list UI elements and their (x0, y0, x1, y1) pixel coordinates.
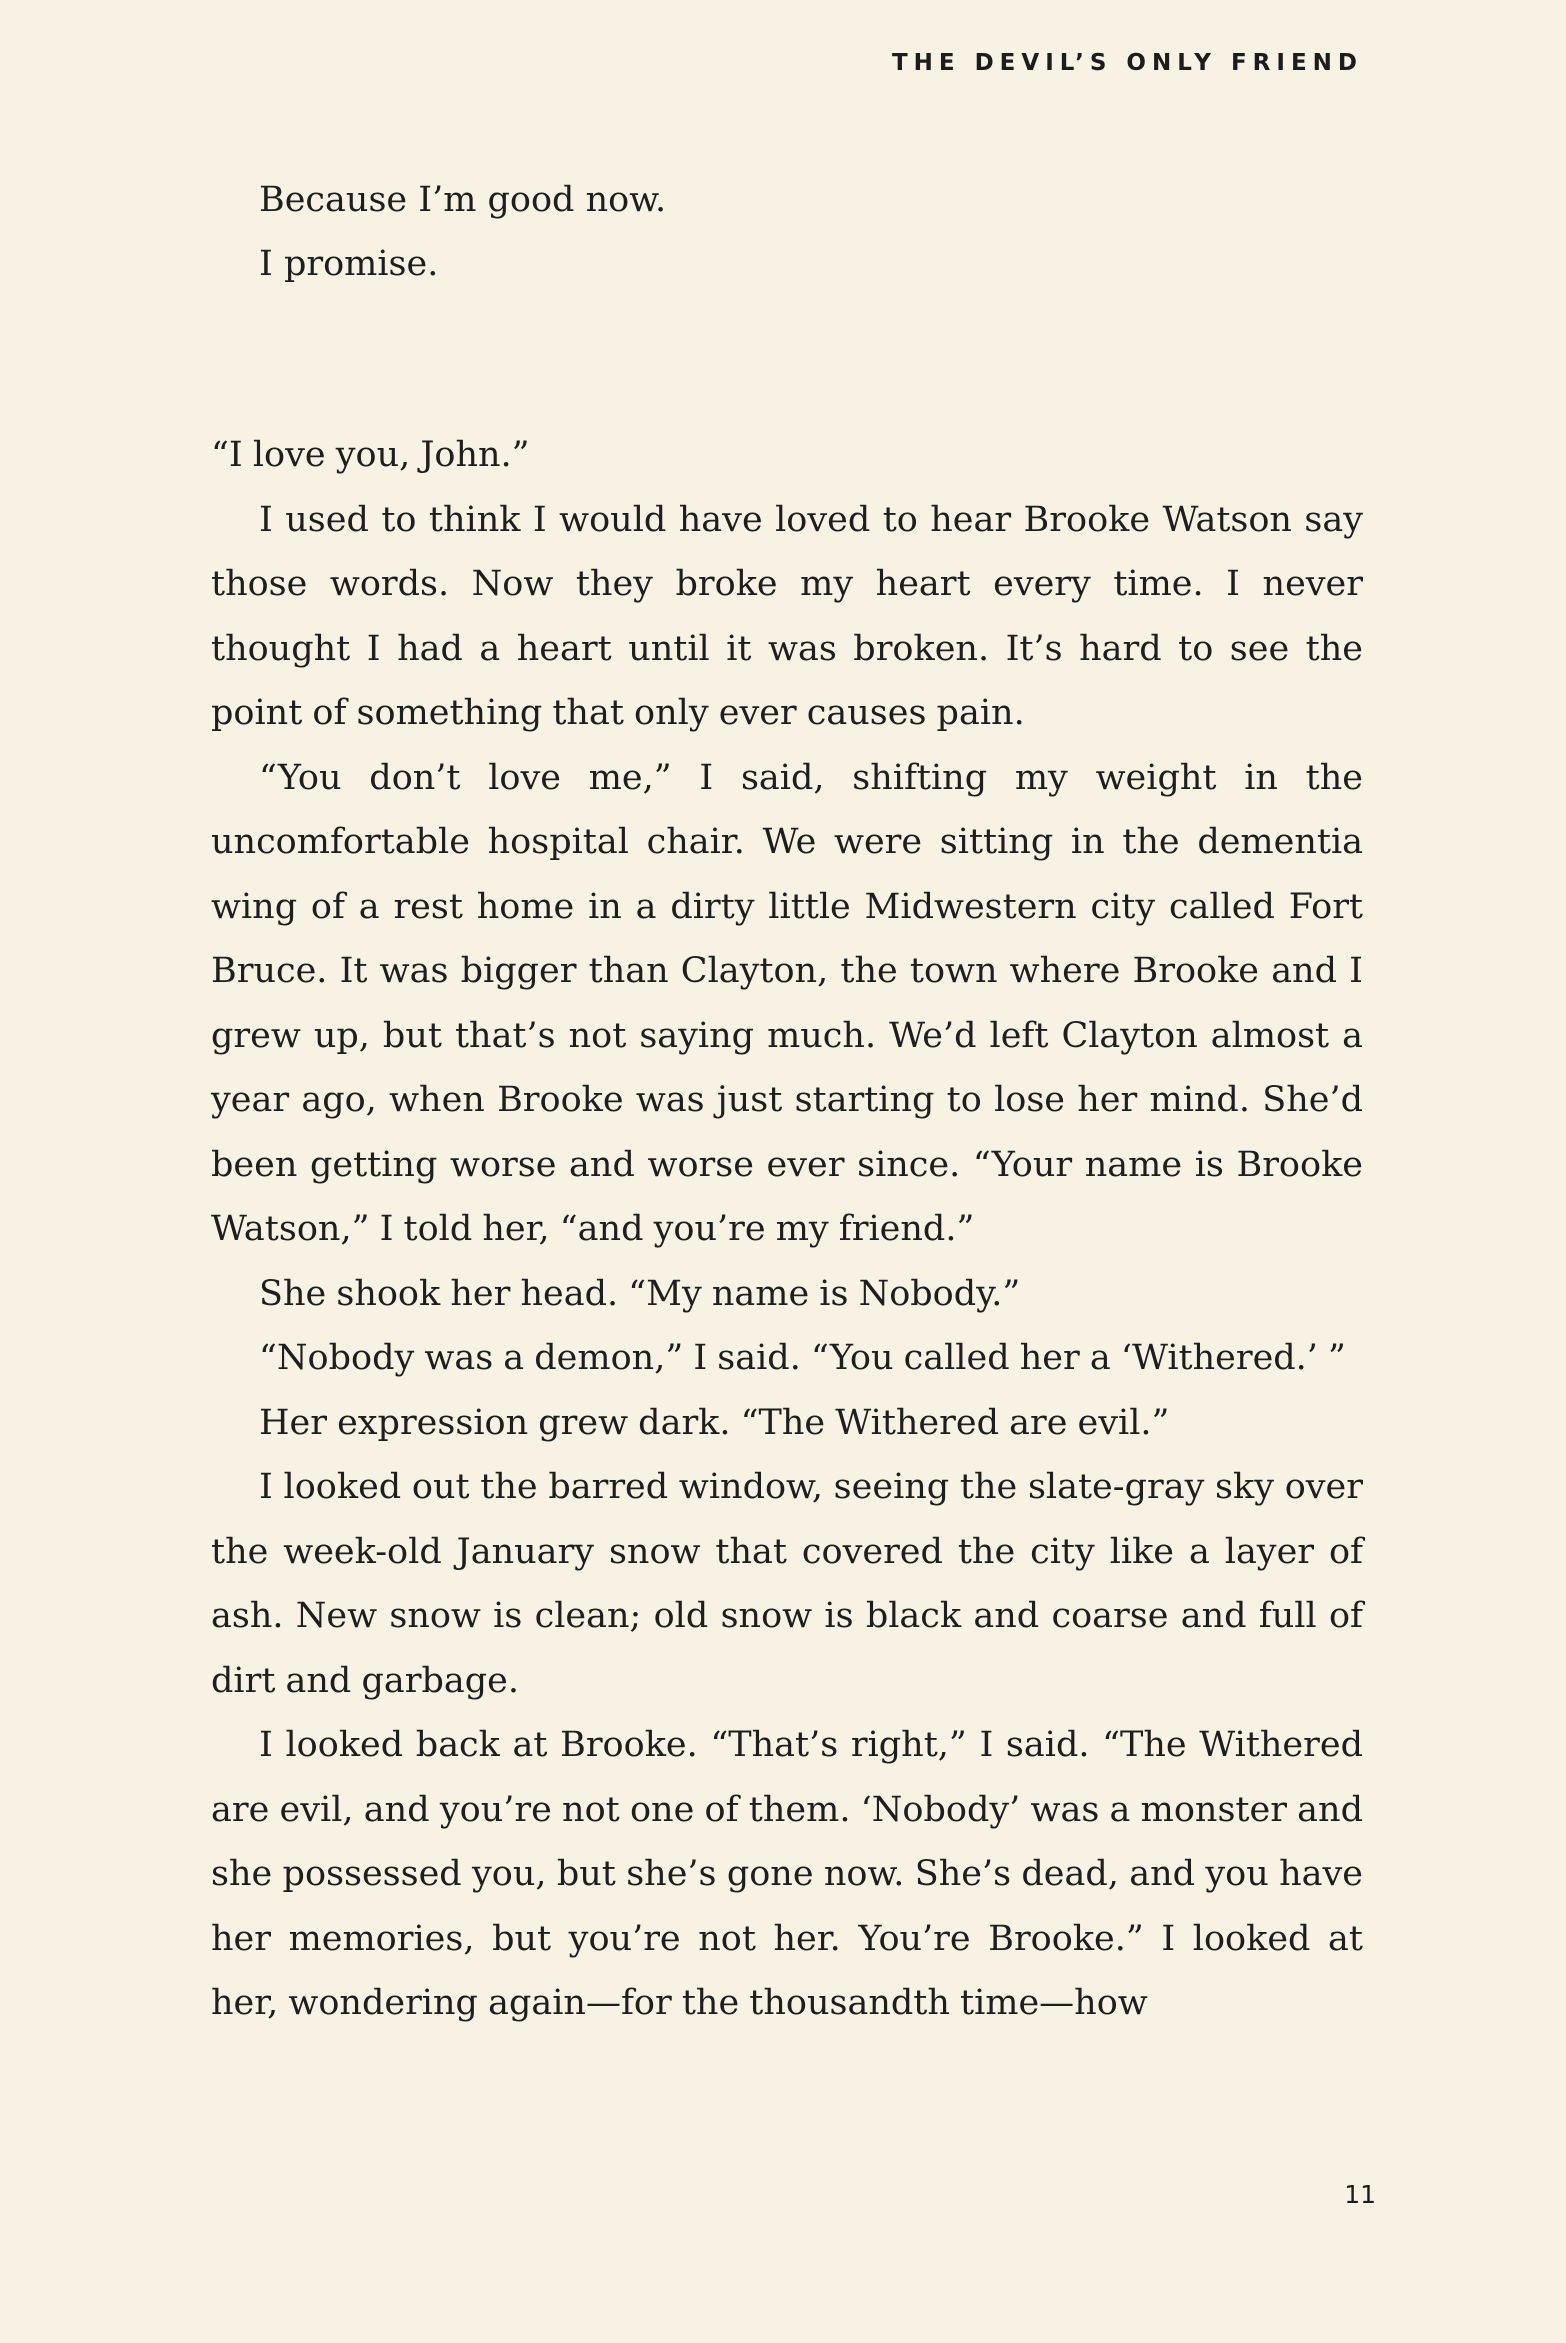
paragraph: “I love you, John.” (211, 435, 530, 475)
paragraph: I used to think I would have loved to hear Brooke Watson say those words. Now they broke my heart every time. I never thought I had a heart until it was broken. It’s hard to see the point of something that only ever causes pain. (211, 499, 1363, 733)
body-text (211, 423, 1363, 2036)
verse-line: Because I’m good now. (259, 180, 667, 220)
verse-line: I promise. (259, 244, 439, 284)
running-head: THE DEVIL’S ONLY FRIEND (891, 50, 1363, 76)
paragraph: “You don’t love me,” I said, shifting my weight in the uncomfortable hospital chair. We were sitting in the dementia wing of a rest home in a dirty little Midwestern city called Fort Bruce. It was bigger than Clayton, the town where Brooke and I grew up, but that’s not saying much. We’d left Clayton almost a year ago, when Brooke was just starting to lose her mind. She’d been getting worse and worse ever since. “Your name is Brooke Watson,” I told her, “and you’re my friend.” (211, 757, 1363, 1249)
verse-block (259, 168, 1159, 296)
page-number: 11 (1344, 2180, 1376, 2209)
paragraph: I looked back at Brooke. “That’s right,” I said. “The Withered are evil, and you’re not one of them. ‘Nobody’ was a monster and she possessed you, but she’s gone now. She’s dead, and you have her memories, but you’re not her. You’re Brooke.” I looked at her, wondering again—for the thousandth time—how (211, 1725, 1363, 2023)
paragraph: I looked out the barred window, seeing the slate-gray sky over the week-old January snow that covered the city like a layer of ash. New snow is clean; old snow is black and coarse and full of dirt and garbage. (211, 1467, 1363, 1701)
paragraph: Her expression grew dark. “The Withered are evil.” (259, 1402, 1170, 1443)
paragraph: “Nobody was a demon,” I said. “You called her a ‘Withered.’ ” (259, 1338, 1346, 1378)
paragraph: She shook her head. “My name is Nobody.” (259, 1273, 1021, 1314)
